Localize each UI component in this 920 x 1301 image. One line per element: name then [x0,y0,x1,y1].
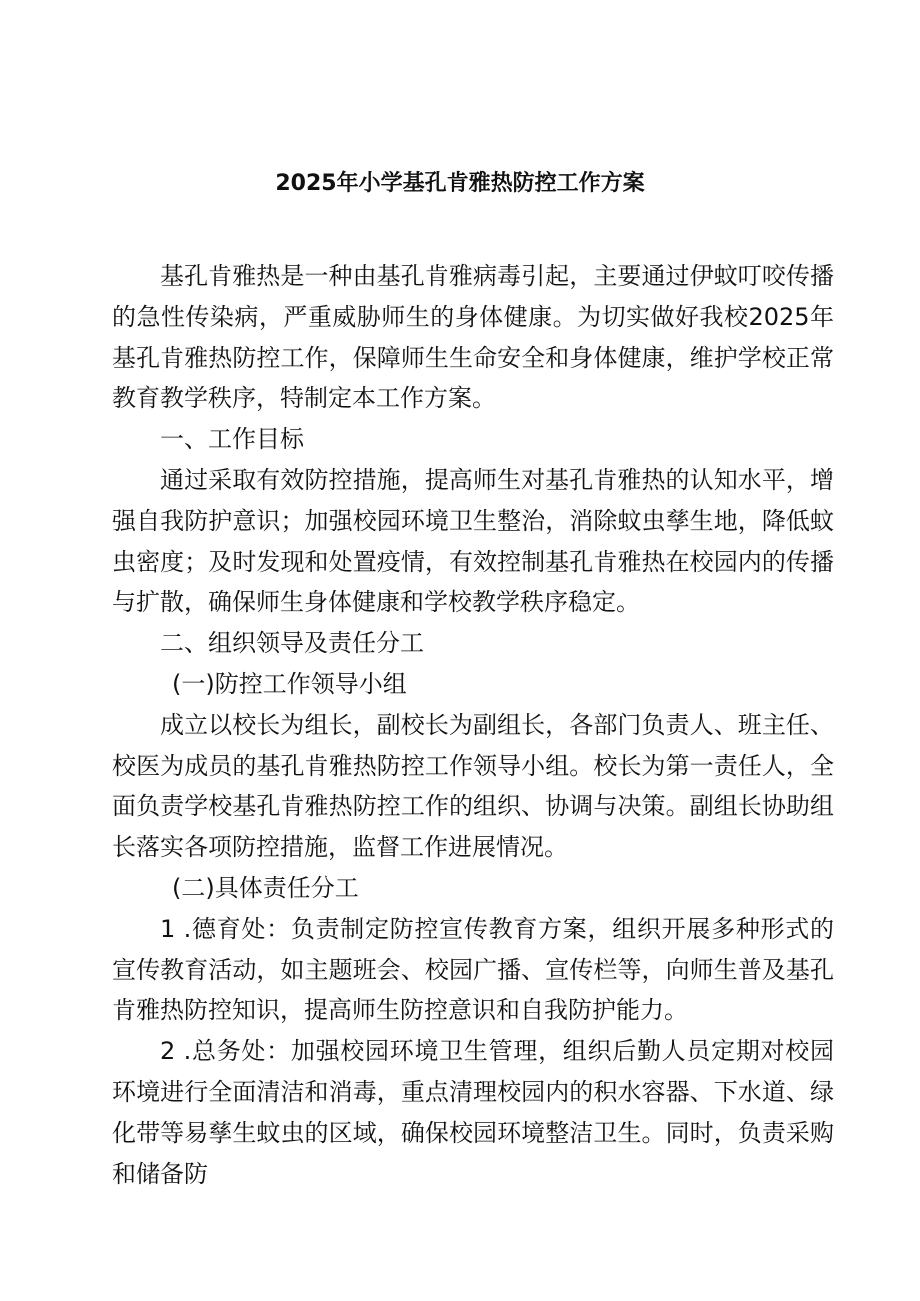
document-title: 2025年小学基孔肯雅热防控工作方案 [275,171,645,196]
leading-group-paragraph: 成立以校长为组长，副校长为副组长，各部门负责人、班主任、校医为成员的基孔肯雅热防控工作领导小组。校长为第一责任人，全面负责学校基孔肯雅热防控工作的组织、协调与决策。副组长协助组长落实各项防控措施，监督工作进展情况。 [112,710,834,862]
general-affairs-office-paragraph: 2 .总务处：加强校园环境卫生管理，组织后勤人员定期对校园环境进行全面清洁和消毒，重点清理校园内的积水容器、下水道、绿化带等易孳生蚊虫的区域，确保校园环境整洁卫生。同时，负责采购和储备防 [112,1037,834,1188]
moral-education-office-paragraph: 1 .德育处：负责制定防控宣传教育方案，组织开展多种形式的宣传教育活动，如主题班会、校园广播、宣传栏等，向师生普及基孔肯雅热防控知识，提高师生防控意识和自我防护能力。 [112,914,834,1025]
section-heading-goals: 一、工作目标 [160,425,304,454]
document-body [112,256,834,1194]
section-heading-organization: 二、组织领导及责任分工 [160,629,424,658]
intro-paragraph: 基孔肯雅热是一种由基孔肯雅病毒引起，主要通过伊蚊叮咬传播的急性传染病，严重威胁师生的身体健康。为切实做好我校2025年基孔肯雅热防控工作，保障师生生命安全和身体健康，维护学校正常教育教学秩序，特制定本工作方案。 [112,262,834,413]
subsection-heading-leading-group: (一)防控工作领导小组 [172,669,407,698]
subsection-heading-responsibilities: (二)具体责任分工 [172,873,359,902]
goals-paragraph: 通过采取有效防控措施，提高师生对基孔肯雅热的认知水平，增强自我防护意识；加强校园环境卫生整治，消除蚊虫孳生地，降低蚊虫密度；及时发现和处置疫情，有效控制基孔肯雅热在校园内的传播与扩散，确保师生身体健康和学校教学秩序稳定。 [112,465,834,617]
